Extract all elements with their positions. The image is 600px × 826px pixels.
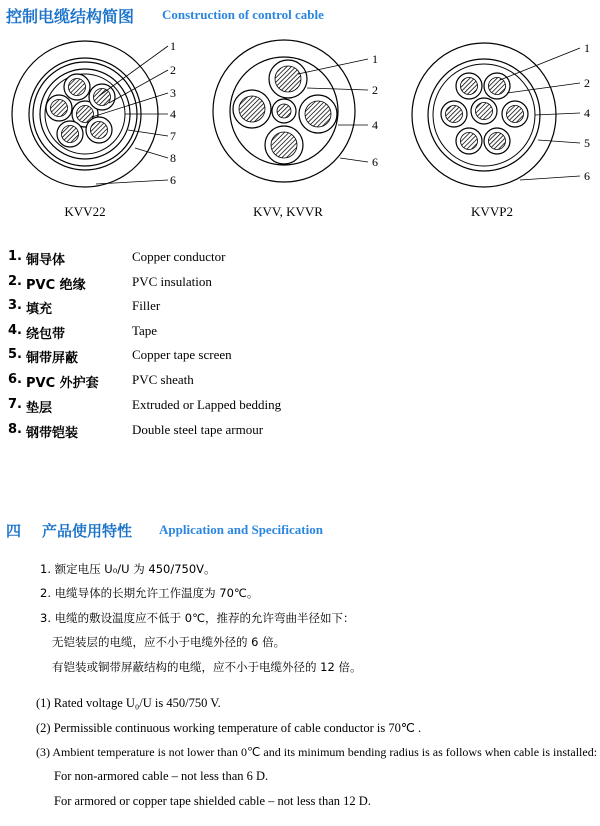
spec-cn-item: 2. 电缆导体的长期允许工作温度为 70℃。 [40, 586, 259, 600]
callout-number: 2 [372, 83, 378, 97]
spec-en-item: For armored or copper tape shielded cable – not less than 12 D. [54, 794, 371, 808]
legend-cn: PVC 外护套 [26, 376, 99, 391]
legend-cn: 铜导体 [26, 253, 66, 268]
spec-en-item: (3) Ambient temperature is not lower than 0℃ and its minimum bending radius is as follows when cable is installed: [36, 745, 598, 759]
callout-number: 6 [170, 173, 176, 187]
diagram-label-kvv-kvvr: KVV, KVVR [253, 204, 323, 219]
legend-en: Double steel tape armour [132, 422, 264, 437]
diagram-kvv-kvvr [213, 40, 368, 182]
legend-num: 6. [8, 372, 22, 387]
legend-num: 3. [8, 298, 22, 313]
legend-cn: PVC 绝缘 [26, 278, 86, 293]
callout-number: 8 [170, 151, 176, 165]
legend-num: 4. [8, 323, 22, 338]
callout-number: 6 [584, 169, 590, 183]
page-title-cn: 控制电缆结构简图 [6, 7, 135, 26]
callout-number: 5 [584, 136, 590, 150]
spec-en-item: (2) Permissible continuous working temperature of cable conductor is 70℃ . [36, 721, 422, 735]
legend-en: Tape [132, 323, 158, 338]
legend-num: 7. [8, 397, 22, 412]
callout-number: 3 [170, 86, 176, 100]
spec-en-item: For non-armored cable – not less than 6 D. [54, 769, 269, 783]
callout-number: 7 [170, 129, 176, 143]
callout-number: 6 [372, 155, 378, 169]
page-title-en: Construction of control cable [162, 7, 324, 22]
legend-en: Copper conductor [132, 249, 226, 264]
callout-number: 1 [170, 39, 176, 53]
cable-diagrams [0, 0, 600, 200]
legend-en: Filler [132, 298, 161, 313]
legend-en: Extruded or Lapped bedding [132, 397, 282, 412]
spec-cn-item: 有铠装或铜带屏蔽结构的电缆，应不小于电缆外径的 12 倍。 [52, 660, 362, 674]
section-title-en: Application and Specification [159, 522, 323, 537]
diagram-label-kvvp2: KVVP2 [471, 204, 513, 219]
callout-number: 4 [372, 118, 378, 132]
legend-cn: 铜带屏蔽 [26, 351, 79, 366]
spec-cn-item: 1. 额定电压 U₀/U 为 450/750V。 [40, 562, 216, 576]
legend-en: PVC sheath [132, 372, 194, 387]
legend-cn: 绕包带 [26, 327, 66, 342]
legend-num: 8. [8, 422, 22, 437]
callout-number: 4 [584, 106, 590, 120]
callout-number: 1 [372, 52, 378, 66]
diagram-label-kvv22: KVV22 [64, 204, 106, 219]
callout-number: 4 [170, 107, 176, 121]
legend-num: 1. [8, 249, 22, 264]
diagram-kvvp2 [412, 43, 580, 187]
legend-cn: 垫层 [26, 401, 53, 416]
spec-cn-item: 无铠装层的电缆，应不小于电缆外径的 6 倍。 [52, 635, 286, 649]
legend-cn: 钢带铠装 [26, 426, 79, 441]
legend-cn: 填充 [26, 302, 53, 317]
legend-en: PVC insulation [132, 274, 212, 289]
section-title-cn: 产品使用特性 [42, 522, 133, 540]
callout-number: 1 [584, 41, 590, 55]
diagram-kvv22 [12, 41, 168, 187]
section-number: 四 [6, 522, 22, 540]
legend-en: Copper tape screen [132, 347, 232, 362]
callout-number: 2 [584, 76, 590, 90]
spec-en-item: (1) Rated voltage U₀/U is 450/750 V. [36, 696, 221, 710]
legend-num: 2. [8, 274, 22, 289]
legend-num: 5. [8, 347, 22, 362]
callout-number: 2 [170, 63, 176, 77]
spec-cn-item: 3. 电缆的敷设温度应不低于 0℃，推荐的允许弯曲半径如下： [40, 611, 355, 625]
